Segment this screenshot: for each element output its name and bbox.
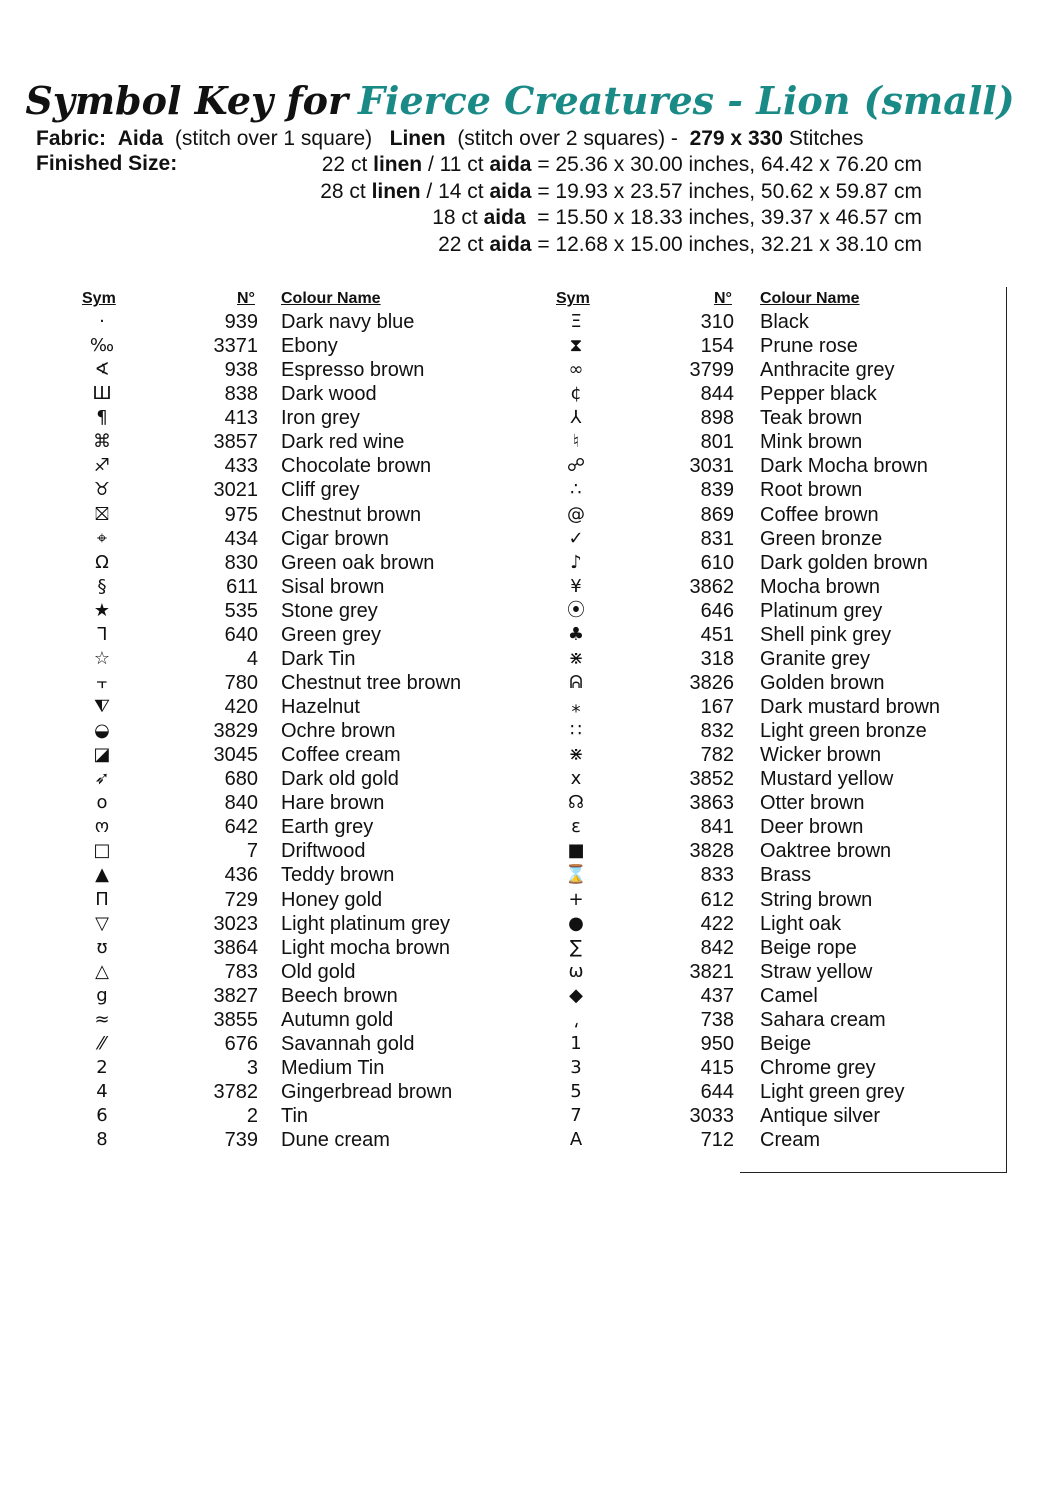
stitch-symbol: ᒣ <box>96 623 108 645</box>
stitch-symbol: ⅄ <box>570 407 582 429</box>
floss-number: 4 <box>246 647 258 670</box>
stitch-symbol: ♪ <box>570 551 582 573</box>
colour-name: Ochre brown <box>281 720 396 743</box>
floss-number: 950 <box>700 1032 734 1055</box>
floss-number: 610 <box>700 551 734 574</box>
colour-name: Cream <box>760 1129 821 1152</box>
colour-name: Dark old gold <box>281 768 399 791</box>
colour-name: Savannah gold <box>281 1032 415 1055</box>
stitch-symbol: ¶ <box>96 407 108 429</box>
size-pre: 28 ct <box>320 179 372 203</box>
floss-number: 3021 <box>213 479 258 502</box>
floss-number: 3782 <box>213 1081 258 1103</box>
colour-name: Camel <box>760 984 818 1007</box>
colour-name: Sisal brown <box>281 575 385 598</box>
floss-number: 451 <box>700 623 734 646</box>
header-num: N° <box>237 290 255 307</box>
floss-number: 839 <box>700 479 734 502</box>
floss-number: 3857 <box>213 431 258 454</box>
colour-name: Brass <box>760 864 812 887</box>
stitch-symbol: ⸲ <box>573 1008 579 1030</box>
stitch-symbol: ⧨ <box>93 696 111 717</box>
colour-name: Gingerbread brown <box>281 1081 453 1103</box>
stitch-symbol: ⌖ <box>96 527 108 549</box>
colour-name: Chocolate brown <box>281 455 432 478</box>
finished-size-label: Finished Size: <box>36 152 178 175</box>
floss-number: 939 <box>224 311 258 333</box>
size-post: = 25.36 x 30.00 inches, 64.42 x 76.20 cm <box>531 153 922 176</box>
floss-number: 975 <box>224 503 258 526</box>
stitch-symbol: 1 <box>570 1032 582 1054</box>
floss-number: 838 <box>224 383 258 406</box>
floss-number: 938 <box>224 359 258 382</box>
floss-number: 3864 <box>213 936 258 959</box>
floss-number: 644 <box>700 1081 734 1103</box>
stitch-symbol: ∢ <box>94 359 110 381</box>
colour-name: Hazelnut <box>281 696 360 718</box>
stitch-symbol: ∷ <box>570 720 582 742</box>
finished-size-line <box>320 152 922 179</box>
colour-name: Otter brown <box>760 792 865 815</box>
floss-number: 612 <box>700 888 734 911</box>
stitch-symbol: ➶ <box>94 768 110 790</box>
colour-name: Mink brown <box>760 431 863 454</box>
stitch-symbol: ◆ <box>569 984 583 1006</box>
title-prefix: Symbol Key for <box>25 78 349 123</box>
stitch-symbol: 4 <box>96 1081 108 1102</box>
floss-number: 676 <box>224 1032 258 1055</box>
stitch-symbol: ¢ <box>570 383 582 405</box>
size-mid: / 14 ct <box>420 179 490 203</box>
colour-name: Green bronze <box>760 527 883 550</box>
stitch-symbol: ■ <box>567 840 585 862</box>
stitch-symbol: ♣ <box>567 623 585 645</box>
floss-number: 801 <box>700 431 734 454</box>
colour-name: Light green bronze <box>760 720 927 743</box>
floss-number: 833 <box>700 864 734 887</box>
floss-number: 783 <box>224 960 258 983</box>
colour-name: Prune rose <box>760 335 858 358</box>
stitch-symbol: 8 <box>96 1129 108 1151</box>
colour-name: Coffee cream <box>281 744 401 767</box>
stitch-symbol: A <box>569 1129 583 1151</box>
floss-number: 437 <box>700 984 734 1007</box>
floss-number: 167 <box>700 696 734 718</box>
colour-name: Shell pink grey <box>760 623 892 646</box>
colour-name: Teddy brown <box>281 864 395 887</box>
floss-number: 3855 <box>213 1008 258 1031</box>
size-b1: linen <box>373 153 423 176</box>
stitch-symbol: ◪ <box>93 744 111 766</box>
colour-name: Oaktree brown <box>760 840 892 863</box>
pattern-name: Fierce Creatures - Lion (small) <box>358 78 1015 123</box>
colour-name: Pepper black <box>760 383 877 406</box>
size-b1: linen <box>371 179 421 203</box>
colour-name: Straw yellow <box>760 960 873 983</box>
floss-number: 3821 <box>689 960 734 983</box>
stitch-symbol: ♐ <box>93 455 111 477</box>
stitch-symbol: ⁎ <box>571 696 581 717</box>
colour-name: Dark Tin <box>281 647 356 670</box>
colour-name: Dark mustard brown <box>760 696 941 718</box>
stitch-symbol: Ω <box>95 551 109 573</box>
floss-number: 3023 <box>213 912 258 935</box>
stitch-symbol: ⫟ <box>96 671 108 693</box>
colour-name: Platinum grey <box>760 599 883 622</box>
floss-number: 3031 <box>689 455 734 478</box>
floss-number: 611 <box>226 575 258 598</box>
stitch-symbol: ☆ <box>93 647 111 669</box>
floss-number: 738 <box>700 1008 734 1031</box>
colour-name: Dark red wine <box>281 431 405 454</box>
size-b2: aida <box>483 206 526 230</box>
fabric-label: Fabric: <box>36 127 107 150</box>
finished-size-line <box>320 179 922 206</box>
floss-number: 436 <box>224 864 258 887</box>
stitch-symbol: @ <box>567 503 585 525</box>
floss-number: 780 <box>224 671 258 694</box>
size-b2: aida <box>489 179 532 203</box>
floss-number: 433 <box>224 455 258 478</box>
floss-number: 413 <box>224 407 258 430</box>
stitch-symbol: ⁄⁄ <box>98 1032 105 1054</box>
colour-name: Dark Mocha brown <box>760 455 928 478</box>
size-mid: / 11 ct <box>422 153 490 176</box>
stitch-symbol: g <box>96 984 108 1006</box>
stitch-symbol: ⧗ <box>569 335 583 357</box>
floss-number: 3828 <box>689 840 734 863</box>
stitch-symbol: 7 <box>570 1105 582 1127</box>
stitch-symbol: ¥ <box>570 575 582 597</box>
stitch-symbol: ✓ <box>568 527 584 549</box>
stitch-symbol: ɛ <box>571 816 581 838</box>
fabric-linen-note: (stitch over 2 squares) - <box>457 127 678 150</box>
stitch-symbol: 3 <box>570 1056 582 1078</box>
colour-name: Wicker brown <box>760 744 882 767</box>
colour-name: Beech brown <box>281 984 398 1007</box>
stitch-symbol: ▲ <box>95 864 109 886</box>
stitch-symbol: Ш <box>92 383 112 405</box>
colour-name: Light platinum grey <box>281 912 450 935</box>
colour-name: Dark golden brown <box>760 551 928 574</box>
colour-name: Antique silver <box>760 1105 881 1128</box>
colour-name: Teak brown <box>760 407 863 430</box>
page-title <box>0 78 1040 123</box>
stitch-symbol: · <box>99 311 105 332</box>
stitch-symbol: ∑ <box>569 936 583 958</box>
colour-name: Black <box>760 311 809 333</box>
floss-number: 3045 <box>213 744 258 767</box>
floss-number: 535 <box>224 599 258 622</box>
colour-name: Honey gold <box>281 888 383 911</box>
finished-size-lines <box>320 152 922 258</box>
stitch-symbol: ‰ <box>89 335 115 357</box>
floss-number: 3033 <box>689 1105 734 1128</box>
size-pre: 22 ct <box>321 153 374 176</box>
header-sym: Sym <box>556 290 590 307</box>
colour-name: Beige rope <box>760 936 857 959</box>
floss-number: 310 <box>700 311 734 333</box>
fabric-linen: Linen <box>389 127 446 150</box>
stitch-symbol: △ <box>95 960 109 982</box>
floss-number: 898 <box>700 407 734 430</box>
floss-number: 712 <box>700 1129 734 1152</box>
colour-name: Cigar brown <box>281 527 389 550</box>
stitch-symbol: § <box>97 575 107 597</box>
floss-number: 680 <box>224 768 258 791</box>
size-post: = 15.50 x 18.33 inches, 39.37 x 46.57 cm <box>525 206 922 230</box>
floss-number: 642 <box>224 816 258 839</box>
table-border-bottom <box>740 1172 1007 1173</box>
colour-name: Mustard yellow <box>760 768 894 791</box>
colour-name: Earth grey <box>281 816 374 839</box>
stitch-symbol: □ <box>93 840 111 862</box>
stitch-symbol: Π <box>95 888 109 910</box>
colour-name: Granite grey <box>760 647 871 670</box>
floss-number: 3863 <box>689 792 734 815</box>
colour-name: Green grey <box>281 623 382 646</box>
stitch-symbol: Ξ <box>570 311 582 332</box>
fabric-aida-note: (stitch over 1 square) <box>174 127 373 150</box>
floss-number: 3799 <box>689 359 734 382</box>
floss-number: 739 <box>224 1129 258 1152</box>
floss-number: 3827 <box>213 984 258 1007</box>
stitch-symbol: ◒ <box>94 720 110 742</box>
floss-number: 7 <box>246 840 258 863</box>
colour-name: Light green grey <box>760 1081 905 1103</box>
colour-name: Anthracite grey <box>760 359 895 382</box>
floss-number: 154 <box>700 335 734 358</box>
stitch-symbol: ∞ <box>568 359 584 381</box>
stitch-symbol: ☊ <box>568 792 584 814</box>
size-post: = 12.68 x 15.00 inches, 32.21 x 38.10 cm <box>531 232 922 256</box>
floss-number: 3371 <box>213 335 258 358</box>
fabric-aida: Aida <box>117 127 164 150</box>
floss-number: 841 <box>700 816 734 839</box>
size-b2: aida <box>489 232 532 256</box>
stitch-symbol: ⦿ <box>567 599 585 621</box>
stitch-symbol: 5 <box>570 1081 582 1102</box>
colour-name: Green oak brown <box>281 551 435 574</box>
header-sym: Sym <box>82 290 116 307</box>
stitch-symbol: ⛝ <box>95 503 109 525</box>
floss-number: 318 <box>700 647 734 670</box>
stitch-symbol: ⌘ <box>93 431 111 453</box>
floss-number: 3 <box>246 1056 258 1079</box>
stitch-symbol: ♮ <box>572 431 580 453</box>
floss-number: 420 <box>224 696 258 718</box>
stitch-word: Stitches <box>788 127 864 150</box>
colour-name: Autumn gold <box>281 1008 394 1031</box>
colour-name: Hare brown <box>281 792 385 815</box>
size-b2: aida <box>489 153 532 176</box>
floss-number: 844 <box>700 383 734 406</box>
stitch-symbol: ⋇ <box>568 744 584 766</box>
stitch-symbol: ★ <box>93 599 111 621</box>
finished-size-line <box>320 205 922 232</box>
stitch-symbol: ʊ <box>96 936 108 958</box>
finished-size-line <box>320 232 922 259</box>
header-num: N° <box>714 290 732 307</box>
colour-name: Root brown <box>760 479 863 502</box>
floss-number: 3862 <box>689 575 734 598</box>
size-post: = 19.93 x 23.57 inches, 50.62 x 59.87 cm <box>531 179 922 203</box>
floss-number: 646 <box>700 599 734 622</box>
stitch-symbol: ▽ <box>95 912 109 934</box>
stitch-symbol: ⋇ <box>568 647 584 669</box>
colour-name: Old gold <box>281 960 356 983</box>
colour-name: Chestnut tree brown <box>281 671 462 694</box>
floss-number: 640 <box>224 623 258 646</box>
table-border-right <box>1006 287 1007 1173</box>
floss-number: 3826 <box>689 671 734 694</box>
floss-number: 782 <box>700 744 734 767</box>
colour-name: Espresso brown <box>281 359 425 382</box>
stitch-symbol: ᕱ <box>569 671 583 693</box>
header-colour-name: Colour Name <box>760 290 860 307</box>
floss-number: 415 <box>700 1056 734 1079</box>
colour-name: Iron grey <box>281 407 360 430</box>
stitch-symbol: ∴ <box>570 479 582 501</box>
stitch-symbol: ≈ <box>94 1008 110 1030</box>
colour-name: Cliff grey <box>281 479 360 502</box>
colour-name: String brown <box>760 888 873 911</box>
floss-number: 842 <box>700 936 734 959</box>
stitch-symbol: ♉ <box>93 479 111 501</box>
size-pre: 22 ct <box>438 232 490 256</box>
colour-name: Dune cream <box>281 1129 390 1152</box>
colour-name: Tin <box>281 1105 309 1128</box>
floss-number: 831 <box>700 527 734 550</box>
stitch-symbol: o <box>96 792 108 814</box>
stitch-symbol: ⌛ <box>564 864 588 886</box>
stitch-symbol: 2 <box>96 1056 108 1078</box>
floss-number: 869 <box>700 503 734 526</box>
colour-name: Medium Tin <box>281 1056 385 1079</box>
colour-name: Golden brown <box>760 671 885 694</box>
stitch-symbol: ო <box>94 816 110 838</box>
colour-name: Coffee brown <box>760 503 879 526</box>
stitch-symbol: + <box>568 888 584 910</box>
header-colour-name: Colour Name <box>281 290 381 307</box>
colour-name: Dark navy blue <box>281 311 415 333</box>
floss-number: 434 <box>224 527 258 550</box>
colour-name: Deer brown <box>760 816 864 839</box>
floss-number: 3852 <box>689 768 734 791</box>
floss-number: 830 <box>224 551 258 574</box>
colour-name: Ebony <box>281 335 338 358</box>
floss-number: 729 <box>224 888 258 911</box>
stitch-symbol: x <box>570 768 582 790</box>
stitch-count: 279 x 330 <box>689 127 783 150</box>
colour-name: Driftwood <box>281 840 366 863</box>
colour-name: Beige <box>760 1032 812 1055</box>
colour-name: Mocha brown <box>760 575 881 598</box>
colour-name: Stone grey <box>281 599 378 622</box>
fabric-line <box>36 126 864 153</box>
colour-name: Chestnut brown <box>281 503 422 526</box>
colour-name: Dark wood <box>281 383 377 406</box>
floss-number: 840 <box>224 792 258 815</box>
size-pre: 18 ct <box>432 206 484 230</box>
floss-number: 2 <box>246 1105 258 1128</box>
floss-number: 832 <box>700 720 734 743</box>
colour-name: Chrome grey <box>760 1056 876 1079</box>
colour-name: Sahara cream <box>760 1008 886 1031</box>
floss-number: 422 <box>700 912 734 935</box>
colour-name: Light oak <box>760 912 842 935</box>
floss-number: 3829 <box>213 720 258 743</box>
stitch-symbol: ☍ <box>566 455 586 477</box>
stitch-symbol: 6 <box>96 1105 108 1127</box>
stitch-symbol: ● <box>568 912 584 934</box>
stitch-symbol: ω <box>568 960 584 982</box>
colour-name: Light mocha brown <box>281 936 450 959</box>
